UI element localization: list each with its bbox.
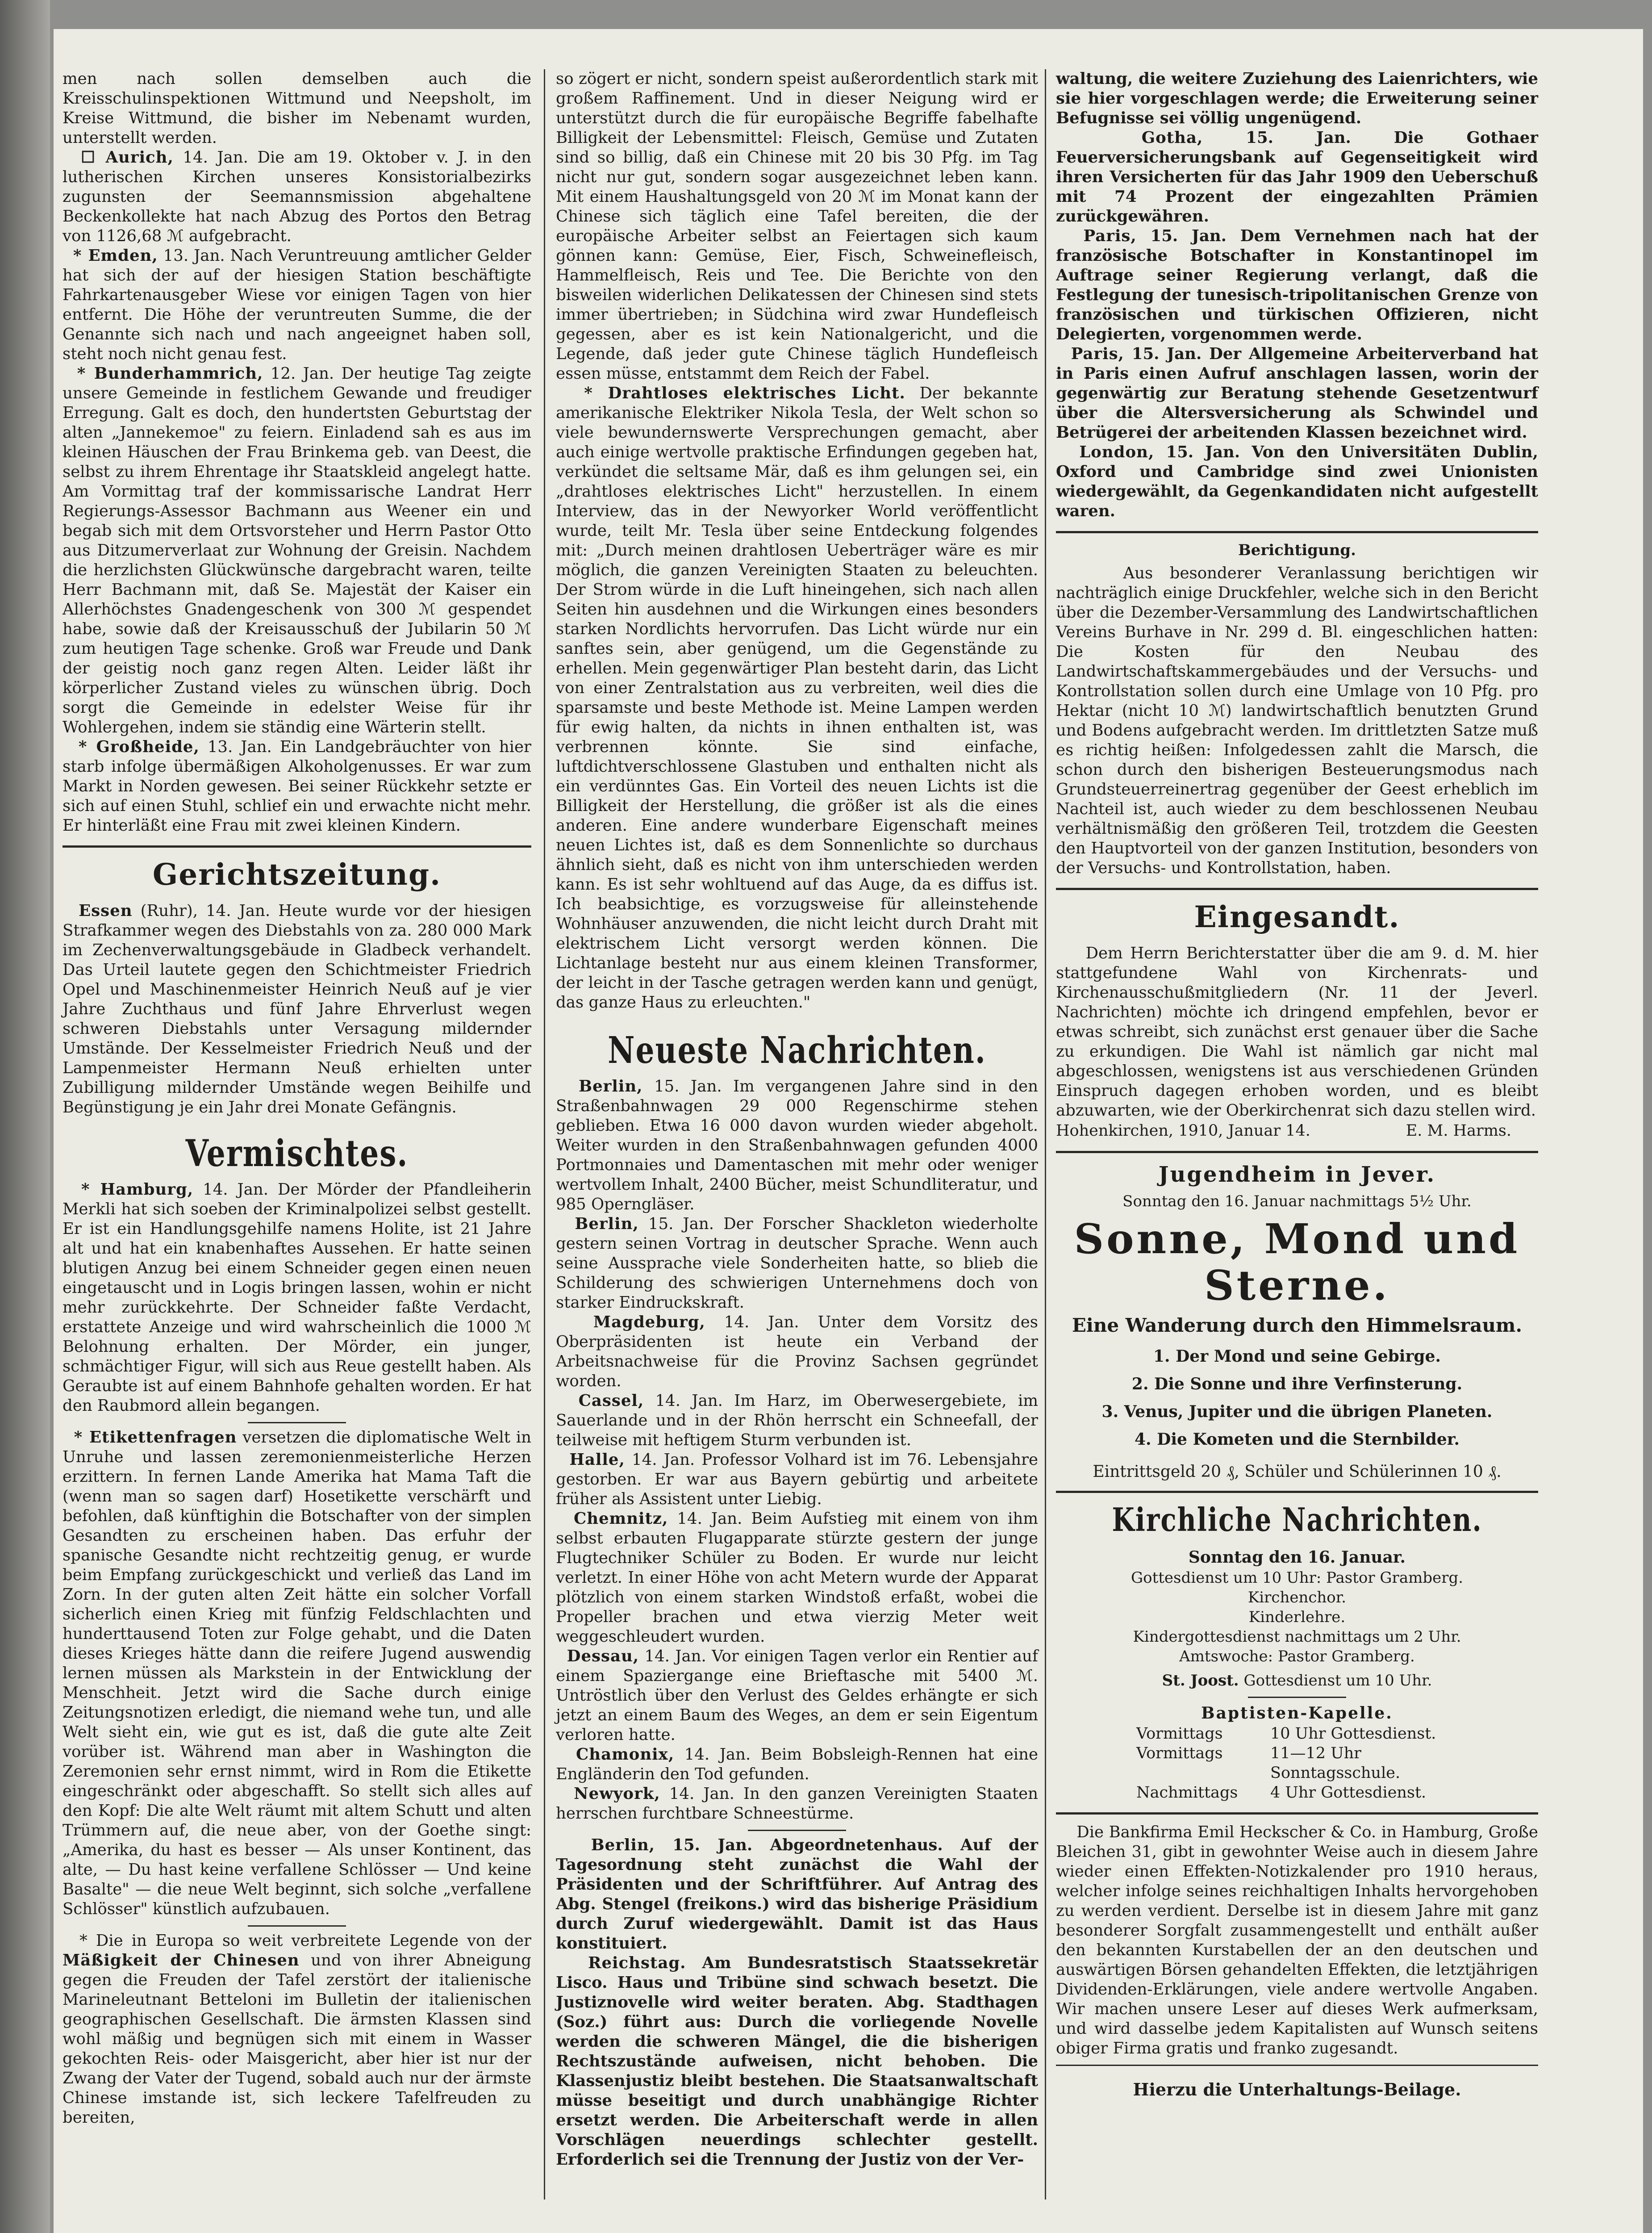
article-chinesen-lead: * Die in Europa so weit verbreitete Legende von der xyxy=(79,1932,531,1950)
baptist-schedule xyxy=(1056,1724,1538,1802)
schedule-event: 11—12 Uhr Sonntagsschule. xyxy=(1270,1744,1401,1782)
news-cassel xyxy=(556,1391,1038,1450)
dateline-chemnitz: Chemnitz, xyxy=(573,1510,668,1528)
article-aurich xyxy=(63,148,531,246)
dateline-aurich: ☐ Aurich, xyxy=(81,148,174,167)
news-chamonix-text: 14. Jan. Beim Bobsleigh-Rennen hat eine Engländerin den Tod gefunden. xyxy=(556,1745,1038,1783)
short-divider xyxy=(248,1925,346,1927)
section-rule xyxy=(1056,2065,1538,2066)
dateline-reichstag: Reichstag. xyxy=(588,1954,686,1972)
column-left xyxy=(63,69,531,2128)
news-paris-1 xyxy=(1056,226,1538,344)
article-berichtigung-text: Aus besonderer Veranlassung berichtigen wir nachträglich einige Druckfehler, welche sich in den Bericht über die Dezember-Versammlung des Landwirtschaftlichen Vereins Burhave in Nr. 299 d. Bl. eingeschlichen hatten: Die Kosten für den Neubau des Landwirtschaftskammergebäudes und der Versuchs- und Kontrollstation sollen durch eine Umlage von 10 Pfg. pro Hektar (nicht 10 ℳ) landwirtschaftlich benutzten Grund und Bodens aufgebracht werden. Im drittletzten Satze muß es richtig heißen: Infolgedessen zahlt die Marsch, die schon durch den bisherigen Besteuerungsmodus nach Grundsteuerreinertrag gegenüber der Geest erheblich im Nachteil ist, auch wieder zu dem beschlossenen Neubau verhältnismäßig den größeren Teil, trotzdem die Geesten den Hauptvorteil von der ganzen Institution, besonders von der Versuchs- und Kontrollstation, haben. xyxy=(1056,564,1539,877)
article-chinesen-text: und von ihrer Abneigung gegen die Freuden der Tafel zerstört der italienische Marineleutnant Betteloni im Bulletin der italienischen geographischen Gesellschaft. Die ärmsten Klassen sind wohl mäßig und begnügen sich mit einem in Wasser gekochten Reis- oder Maisgericht, aber hier ist nur der Zwang der Vater der Tugend, sobald auch nur der ärmste Chinese imstande ist, sich leckere Tafelfreuden zu bereiten, xyxy=(63,1951,531,2127)
heading-neueste-nachrichten: Neueste Nachrichten. xyxy=(608,1028,986,1072)
heading-eingesandt: Eingesandt. xyxy=(1194,899,1400,934)
news-reichstag-text: Am Bundesratstisch Staatssekretär Lisco. Haus und Tribüne sind schwach besetzt. Die Justiznovelle wird weiter beraten. Abg. Stadthagen (Soz.) führt aus: Durch die vorliegende Novelle werden die schweren Mängel, die die bisherigen Rechtszustände aufweisen, nicht behoben. Die Klassenjustiz bleibt bestehen. Die Staatsanwaltschaft müsse beseitigt und durch unabhängige Richter ersetzt werden. Die Arbeiterschaft werde in allen Vorschlägen neuerdings schlechter gestellt. Erforderlich sei die Trennung der Justiz von der Ver- xyxy=(556,1954,1038,2169)
article-etikette-text: versetzen die diplomatische Welt in Unruhe und lassen zeremonienmeisterliche Herzen erzittern. In fernen Lande Amerika hat Mama Taft die (wenn man so sagen darf) Hosetikette verschärft und befohlen, daß künftighin die Botschafter von der simplen Gesandten zu erscheinen haben. Das erfuhr der spanische Gesandte nicht rechtzeitig genug, er wurde beim Empfang zurückgeschickt und verließ das Land im Zorn. In der guten alten Zeit hätte ein solcher Vorfall sicherlich einen Krieg mit fünfzig Feldschlachten und hunderttausend Toten zur Folge gehabt, und die Daten dieses Krieges hätte dann die reifere Jugend auswendig lernen müssen als Markstein in der Entwicklung der Menschheit. Jetzt wird die Sache durch einige Zeitungsnotizen erledigt, die niemand wehe tun, und alle Welt sieht ein, wie gut es ist, daß die gute alte Zeit vorüber ist. Während man aber in Washington die Zeremonien sehr ernst nimmt, wird in Rom die Etikette eingeschränkt oder abgeschafft. So stellt sich alles auf den Kopf: Die alte Welt räumt mit altem Schutt und alten Trümmern auf, die neue aber, von der Goethe singt: „Amerika, du hast es besser — Als unser Kontinent, das alte, — Du hast keine verfallene Schlösser — Und keine Basalte" — die neue Welt beginnt, sich solche „verfallene Schlösser" künstlich aufzubauen. xyxy=(63,1428,531,1918)
article-emden-text: 13. Jan. Nach Veruntreuung amtlicher Gelder hat sich der auf der hiesigen Station beschäftigte Fahrkartenausgeber Wiese vor einigen Tagen von hier entfernt. Die Höhe der veruntreuten Summe, die der Genannte sich nach und nach angeeignet haben soll, steht noch nicht genau fest. xyxy=(63,247,531,363)
column-divider-right xyxy=(1045,69,1046,2200)
section-rule xyxy=(1056,888,1538,890)
article-chinesen-cont: so zögert er nicht, sondern speist außerordentlich stark mit großem Raffinement. Und in dieser Neigung wird er unterstützt durch die für europäische Begriffe fabelhafte Billigkeit der Lebensmittel: Fleisch, Gemüse und Zutaten sind so billig, daß ein Chinese mit 20 bis 30 Pfg. im Tag nicht nur gut, sondern sogar ausgezeichnet leben kann. Mit einem Haushaltungsgeld von 20 ℳ im Monat kann der Chinese sich täglich eine Tafel bereiten, die der europäische Arbeiter selbst an Feiertagen sich kaum gönnen kann: Gemüse, Eier, Fisch, Schweinefleisch, Hammelfleisch, Reis und Tee. Die Berichte von den bisweilen widerlichen Delikatessen der Chinesen sind stets immer übertrieben; in Südchina wird zwar Hundefleisch gegessen, aber es ist kein Nationalgericht, und die Legende, daß jeder gute Chinese täglich Hundefleisch essen müsse, entstammt dem Reich der Fabel. xyxy=(556,70,1038,383)
article-tesla-text: Der bekannte amerikanische Elektriker Nikola Tesla, der Welt schon so viele bewundernswerte Versprechungen gemacht, aber auch einige wertvolle praktische Erfindungen gegeben hat, verkündet die seltsame Mär, daß es ihm gelungen sei, ein „drahtloses elektrisches Licht" herzustellen. In einem Interview, das in der Newyorker World veröffentlicht wurde, teilt Mr. Tesla über seine Entdeckung folgendes mit: „Durch meinen drahtlosen Ueberträger wäre es mir möglich, die ganzen Vereinigten Staaten zu beleuchten. Der Strom würde in die Luft hineingehen, sich nach allen Seiten hin ausdehnen und die Wirkungen eines besonders starken Nordlichts hervorrufen. Das Licht würde nur ein sanftes sein, aber genügend, um die Gegenstände zu erhellen. Mein gegenwärtiger Plan besteht darin, das Licht von einer Zentralstation aus zu verbreiten, weil dies die sparsamste und beste Methode ist. Meine Lampen werden für ewig halten, da nichts in ihnen enthalten ist, was verbrennen könnte. Sie sind einfache, luftdichtverschlossene Glastuben und enthalten nicht als ein verdünntes Gas. Ein Vorteil des neuen Lichts ist die Billigkeit der Herstellung, die größer ist als die eines anderen. Eine andere wunderbare Eigenschaft meines neuen Lichtes ist, daß es dem Sonnenlichte so durchaus ähnlich sieht, daß es nicht von ihm unterschieden werden kann. Es ist sehr wohltuend auf das Auge, da es diffus ist. Ich beabsichtige, es vorzugsweise für alleinstehende Wohnhäuser anzuwenden, die nicht leicht durch Draht mit elektrischem Licht versorgt werden können. Die Lichtanlage besteht nur aus einem kleinen Transformer, der leicht in der Tasche getragen werden kann und genügt, das ganze Haus zu erleuchten." xyxy=(556,384,1038,1012)
advert-heckscher xyxy=(1056,1823,1538,2058)
section-rule xyxy=(1056,1491,1538,1493)
news-berlin-2-text: 15. Jan. Der Forscher Shackleton wiederholte gestern seinen Vortrag in deutscher Sprache. Wenn auch seine Aussprache viele Sonderheiten hatte, so blieb die Schilderung des schwierigen Unternehmens doch von starker Eindruckskraft. xyxy=(556,1215,1038,1312)
dateline-newyork: Newyork, xyxy=(574,1785,660,1803)
news-chamonix xyxy=(556,1745,1038,1784)
dateline-berlin: Berlin, xyxy=(591,1836,655,1854)
news-reichstag-cont: waltung, die weitere Zuziehung des Laienrichters, wie sie hier vorgeschlagen werde; die Erweiterung seiner Befugnisse sei völlig ungenügend. xyxy=(1056,70,1538,127)
church-st-joost xyxy=(1056,1671,1538,1690)
news-abgeordnetenhaus-text: 15. Jan. Abgeordnetenhaus. Auf der Tagesordnung steht zunächst die Wahl der Präsidenten und der Schriftführer. Auf Antrag des Abg. Stengel (freikons.) wird das bisherige Präsidium durch Zuruf wiedergewählt. Damit ist das Haus konstituiert. xyxy=(556,1836,1038,1953)
article-hamburg-text: 14. Jan. Der Mörder der Pfandleiherin Merkli hat sich soeben der Kriminalpolizei selbst gestellt. Er ist ein Handlungsgehilfe namens Holite, ist 21 Jahre alt und hat ein knabenhaftes Aussehen. Er hatte seinen blutigen Anzug bei einem Schneider gegen einen neuen eingetauscht und in Logis bringen lassen, wohin er nicht mehr zurückkehrte. Der Schneider faßte Verdacht, erstattete Anzeige und wird wahrscheinlich die 1000 ℳ Belohnung erhalten. Der Mörder, ein junger, schmächtiger Figur, will sich aus Reue gestellt haben. Als Geraubte ist auf einem Bahnhofe gehalten worden. Er hat den Raubmord allein begangen. xyxy=(63,1180,531,1415)
program-item: 3. Venus, Jupiter und die übrigen Planeten. xyxy=(1101,1402,1493,1421)
church-line: Kindergottesdienst nachmittags um 2 Uhr. xyxy=(1133,1628,1461,1646)
article-essen-text: (Ruhr), 14. Jan. Heute wurde vor der hiesigen Strafkammer wegen des Diebstahls von za. 280 000 Mark im Zechenverwaltungsgebäude in Gladbeck verhandelt. Das Urteil lautete gegen den Schichtmeister Friedrich Opel und Maschinenmeister Heinrich Neuß auf je vier Jahre Zuchthaus und fünf Jahre Ehrverlust wegen schweren Diebstahls unter Versagung mildernder Umstände. Der Kesselmeister Friedrich Neuß und der Lampenmeister Hermann Neuß erhielten unter Zubilligung mildernder Umstände wegen Beihilfe und Begünstigung je ein Jahr drei Monate Gefängnis. xyxy=(63,902,531,1116)
church-line: Kinderlehre. xyxy=(1248,1608,1346,1626)
heading-gerichtszeitung: Gerichtszeitung. xyxy=(152,857,442,892)
dateline-cassel: Cassel, xyxy=(578,1392,644,1410)
news-berlin-1-text: 15. Jan. Im vergangenen Jahre sind in den Straßenbahnwagen 29 000 Regenschirme stehen geblieben. Etwa 16 000 davon wurden wieder abgeholt. Weiter wurden in den Straßenbahnwagen gefunden 4000 Portmonnaies und Damentaschen mit mehr oder weniger wertvollem Inhalt, 2400 Bücher, meist Schundliteratur, und 985 Operngläser. xyxy=(556,1077,1038,1213)
article-eingesandt-text: Dem Herrn Berichterstatter über die am 9. d. M. hier stattgefundene Wahl von Kirchenrats- und Kirchenausschußmitgliedern (Nr. 11 der Jeverl. Nachrichten) möchte ich dringend empfehlen, bevor er etwas schreibt, sich zunächst erst genauer über die Sache zu erkundigen. Die Wahl ist nämlich gar nicht mal abgeschlossen, wenigstens ist aus verschiedenen Gründen Einspruch dagegen erhoben worden, und es bleibt abzuwarten, wie der Oberkirchenrat sich dazu stellen wird. xyxy=(1056,944,1538,1120)
news-london-text: 15. Jan. Von den Universitäten Dublin, Oxford und Cambridge sind zwei Unionisten wiedergewählt, da Gegenkandidaten nicht aufgestellt waren. xyxy=(1056,443,1538,520)
short-divider xyxy=(748,1830,846,1831)
program-item: 1. Der Mond und seine Gebirge. xyxy=(1153,1347,1441,1366)
program-item: 2. Die Sonne und ihre Verfinsterung. xyxy=(1131,1375,1463,1393)
news-london xyxy=(1056,443,1538,521)
church-st-joost-text: Gottesdienst um 10 Uhr. xyxy=(1243,1672,1432,1689)
article-tesla xyxy=(556,384,1038,1012)
dateline-halle: Halle, xyxy=(569,1451,625,1469)
heading-vermischtes: Vermischtes. xyxy=(185,1131,409,1175)
news-newyork xyxy=(556,1784,1038,1823)
short-divider xyxy=(248,1422,346,1423)
news-newyork-text: 14. Jan. In den ganzen Vereinigten Staaten herrschen furchtbare Schneestürme. xyxy=(556,1785,1038,1823)
article-emden xyxy=(63,246,531,364)
event-date: Sonntag den 16. Januar nachmittags 5½ Uhr. xyxy=(1122,1192,1472,1210)
church-baptist-heading: Baptisten-Kapelle. xyxy=(1201,1704,1393,1723)
dateline-gotha: Gotha, xyxy=(1141,129,1203,147)
news-berlin-abgeordnetenhaus xyxy=(556,1836,1038,1953)
section-rule xyxy=(1056,1151,1538,1153)
event-price: Eintrittsgeld 20 ₰, Schüler und Schülerinnen 10 ₰. xyxy=(1093,1463,1502,1481)
event-title: Sonne, Mond und Sterne. xyxy=(1074,1215,1520,1309)
event-program-list xyxy=(1056,1342,1538,1453)
short-divider xyxy=(1248,1697,1346,1698)
news-berlin-1 xyxy=(556,1077,1038,1214)
news-dessau-text: 14. Jan. Vor einigen Tagen verlor ein Rentier auf einem Spaziergange eine Brieftasche mit 5400 ℳ. Untröstlich über den Verlust des Geldes erhängte er sich jetzt an einem Baum des Weges, an dem er sein Eigentum verloren hatte. xyxy=(556,1647,1038,1744)
news-paris-2-text: 15. Jan. Der Allgemeine Arbeiterverband hat in Paris einen Aufruf anschlagen lassen, worin der gegenwärtig zur Beratung stehende Gesetzentwurf über die Altersversicherung als Schwindel und Betrügerei der arbeitenden Klassen bezeichnet wird. xyxy=(1056,345,1539,442)
dateline-etikette: * Etikettenfragen xyxy=(74,1428,237,1447)
news-chemnitz xyxy=(556,1509,1038,1647)
program-item: 4. Die Kometen und die Sternbilder. xyxy=(1135,1430,1460,1449)
news-berlin-2 xyxy=(556,1214,1038,1313)
schedule-event: 4 Uhr Gottesdienst. xyxy=(1270,1784,1427,1802)
schedule-time: Nachmittags xyxy=(1136,1784,1238,1802)
heading-berichtigung: Berichtigung. xyxy=(1238,541,1356,559)
article-etikette xyxy=(63,1428,531,1919)
section-rule xyxy=(63,845,531,848)
church-line: Amtswoche: Pastor Gramberg. xyxy=(1179,1648,1415,1665)
signature-name: E. M. Harms. xyxy=(1406,1122,1511,1140)
church-line: Gottesdienst um 10 Uhr: Pastor Gramberg. xyxy=(1131,1569,1464,1587)
article-grossheide-text: 13. Jan. Ein Landgebräuchter von hier starb infolge übermäßigen Alkoholgenusses. Er war zum Markt in Norden gewesen. Bei seiner Rückkehr setzte er sich auf einen Stuhl, schlief ein und erwachte nicht mehr. Er hinterläßt eine Frau mit zwei kleinen Kindern. xyxy=(63,738,531,835)
article-bunderhammrich-text: 12. Jan. Der heutige Tag zeigte unsere Gemeinde in festlichem Gewande und freudiger Erregung. Galt es doch, den hundertsten Geburtstag der alten „Jannekemoe" zu feiern. Einladend sah es aus im kleinen Häuschen der Frau Brinkema geb. van Deest, die selbst zu ihrem Ehrentage ihr Staatskleid angelegt hatte. Am Vormittag traf der kommissarische Landrat Herr Regierungs-Assessor Bachmann aus Weener ein und begab sich mit dem Ortsvorsteher und Herrn Pastor Otto aus Ditzumerverlaat zur Wohnung der Greisin. Nachdem die herzlichsten Glückwünsche dargebracht waren, teilte Herr Bachmann mit, daß Se. Majestät der Kaiser ein Allerhöchstes Gnadengeschenk von 300 ℳ gespendet habe, sowie daß der Kreisausschuß der Jubilarin 50 ℳ zum heutigen Tage schenke. Groß war Freude und Dank der geistig noch ganz regen Alten. Leider läßt ihr körperlicher Zustand vieles zu wünschen übrig. Doch sorgt die Gemeinde in edelster Weise für ihr Wohlergehen, indem sie ständig eine Wärterin stellt. xyxy=(63,364,531,736)
news-magdeburg xyxy=(556,1313,1038,1391)
dateline-emden: * Emden, xyxy=(73,247,158,265)
dateline-grossheide: * Großheide, xyxy=(78,738,200,756)
news-paris-2 xyxy=(1056,344,1538,443)
article-bunderhammrich xyxy=(63,364,531,737)
section-rule xyxy=(1056,531,1538,533)
dateline-paris: Paris, xyxy=(1083,227,1137,245)
heading-kirchliche-nachrichten: Kirchliche Nachrichten. xyxy=(1112,1501,1482,1539)
column-middle xyxy=(556,69,1038,2170)
article-hamburg xyxy=(63,1180,531,1416)
church-line: Kirchenchor. xyxy=(1247,1589,1347,1606)
news-gotha xyxy=(1056,128,1538,226)
church-sunday: Sonntag den 16. Januar. xyxy=(1188,1548,1406,1567)
column-divider-left xyxy=(544,69,545,2200)
event-subtitle: Eine Wanderung durch den Himmelsraum. xyxy=(1072,1314,1523,1336)
keyword-chinesen: Mäßigkeit der Chinesen xyxy=(63,1951,300,1970)
supplement-note: Hierzu die Unterhaltungs-Beilage. xyxy=(1133,2079,1461,2099)
schedule-time: Vormittags xyxy=(1136,1744,1223,1762)
dateline-paris: Paris, xyxy=(1071,345,1124,363)
dateline-tesla: * Drahtloses elektrisches Licht. xyxy=(584,384,905,402)
news-cassel-text: 14. Jan. Im Harz, im Oberwesergebiete, im Sauerlande und in der Rhön herrscht ein Schneefall, der teilweise mit heftigem Sturm verbunden ist. xyxy=(556,1392,1038,1449)
previous-page-edge xyxy=(0,0,50,2233)
news-paris-1-text: 15. Jan. Dem Vernehmen nach hat der französische Botschafter in Konstantinopel im Auftrage seiner Regierung verlangt, daß die Festlegung der tunesisch-tripolitanischen Grenze von französischen und türkischen Offizieren, nicht Delegierten, vorgenommen werde. xyxy=(1056,227,1538,343)
news-reichstag xyxy=(556,1953,1038,2170)
dateline-hamburg: * Hamburg, xyxy=(81,1180,194,1199)
article-aurich-text: 14. Jan. Die am 19. Oktober v. J. in den lutherischen Kirchen unseres Konsistorialbezirks zugunsten der Seemannsmission abgehaltene Beckenkollekte hat nach Abzug des Portos den Betrag von 1126,68 ℳ aufgebracht. xyxy=(63,148,531,245)
dateline-dessau: Dessau, xyxy=(567,1647,639,1665)
dateline-london: London, xyxy=(1079,443,1155,461)
news-gotha-text: 15. Jan. Die Gothaer Feuerversicherungsbank auf Gegenseitigkeit wird ihren Versicherten für das Jahr 1909 den Ueberschuß mit 74 Prozent der eingezahlten Prämien zurückgewähren. xyxy=(1056,129,1538,226)
news-halle-text: 14. Jan. Professor Volhard ist im 76. Lebensjahre gestorben. Er war aus Bayern gebürtig und arbeitete früher als Assistent unter Liebig. xyxy=(556,1451,1038,1508)
news-halle xyxy=(556,1450,1038,1509)
section-rule xyxy=(1056,1812,1538,1815)
dateline-chamonix: Chamonix, xyxy=(576,1745,675,1764)
dateline-magdeburg: Magdeburg, xyxy=(593,1313,705,1331)
dateline-berlin: Berlin, xyxy=(579,1077,643,1096)
news-chemnitz-text: 14. Jan. Beim Aufstieg mit einem von ihm selbst erbauten Flugapparate stürzte gestern der junge Flugtechniker Schüler zu Boden. Er wurde nur leicht verletzt. In einer Höhe von acht Metern wurde der Apparat plötzlich von einem starken Windstoß erfaßt, wobei die Propeller brachen und etwa vierzig Meter weit weggeschleudert wurden. xyxy=(556,1510,1038,1646)
column-right xyxy=(1056,69,1538,2099)
signature-place-date: Hohenkirchen, 1910, Januar 14. xyxy=(1056,1122,1310,1140)
heading-jugendheim: Jugendheim in Jever. xyxy=(1158,1162,1436,1187)
article-essen xyxy=(63,901,531,1117)
church-st-joost-place: St. Joost. xyxy=(1162,1672,1239,1689)
article-kreisschul: men nach sollen demselben auch die Kreisschulinspektionen Wittmund und Neepsholt, im Kreise Wittmund, die bisher im Nebenamt wurden, unterstellt werden. xyxy=(63,70,531,147)
advert-heckscher-text: Die Bankfirma Emil Heckscher & Co. in Hamburg, Große Bleichen 31, gibt in gewohnter Weise auch in diesem Jahre wieder einen Effekten-Notizkalender pro 1910 heraus, welcher infolge seines reichhaltigen Inhalts hervorgehoben zu werden verdient. Derselbe ist in diesem Jahre mit ganz besonderer Sorgfalt zusammengestellt und enthält außer den bekannten Kurstabellen der an den deutschen und auswärtigen Börsen gehandelten Effekten, die letztjährigen Dividenden-Erklärungen, viele andere wertvolle Angaben. Wir machen unsere Leser auf dieses Werk aufmerksam, und wird dasselbe jedem Kapitalisten auf Wunsch seitens obiger Firma gratis und franko zugesandt. xyxy=(1056,1823,1538,2057)
news-dessau xyxy=(556,1647,1038,1745)
dateline-essen: Essen xyxy=(79,902,133,920)
dateline-bunderhammrich: * Bunderhammrich, xyxy=(77,364,263,383)
news-magdeburg-text: 14. Jan. Unter dem Vorsitz des Oberpräsidenten ist heute ein Verband der Arbeitsnachweise für die Provinz Sachsen gegründet worden. xyxy=(556,1313,1038,1390)
signature-line xyxy=(1056,1121,1538,1141)
article-grossheide xyxy=(63,737,531,836)
dateline-berlin: Berlin, xyxy=(575,1215,639,1233)
schedule-time: Vormittags xyxy=(1136,1725,1223,1743)
article-berichtigung xyxy=(1056,564,1538,878)
schedule-event: 10 Uhr Gottesdienst. xyxy=(1270,1725,1436,1743)
article-chinesen xyxy=(63,1931,531,2128)
article-eingesandt xyxy=(1056,944,1538,1121)
